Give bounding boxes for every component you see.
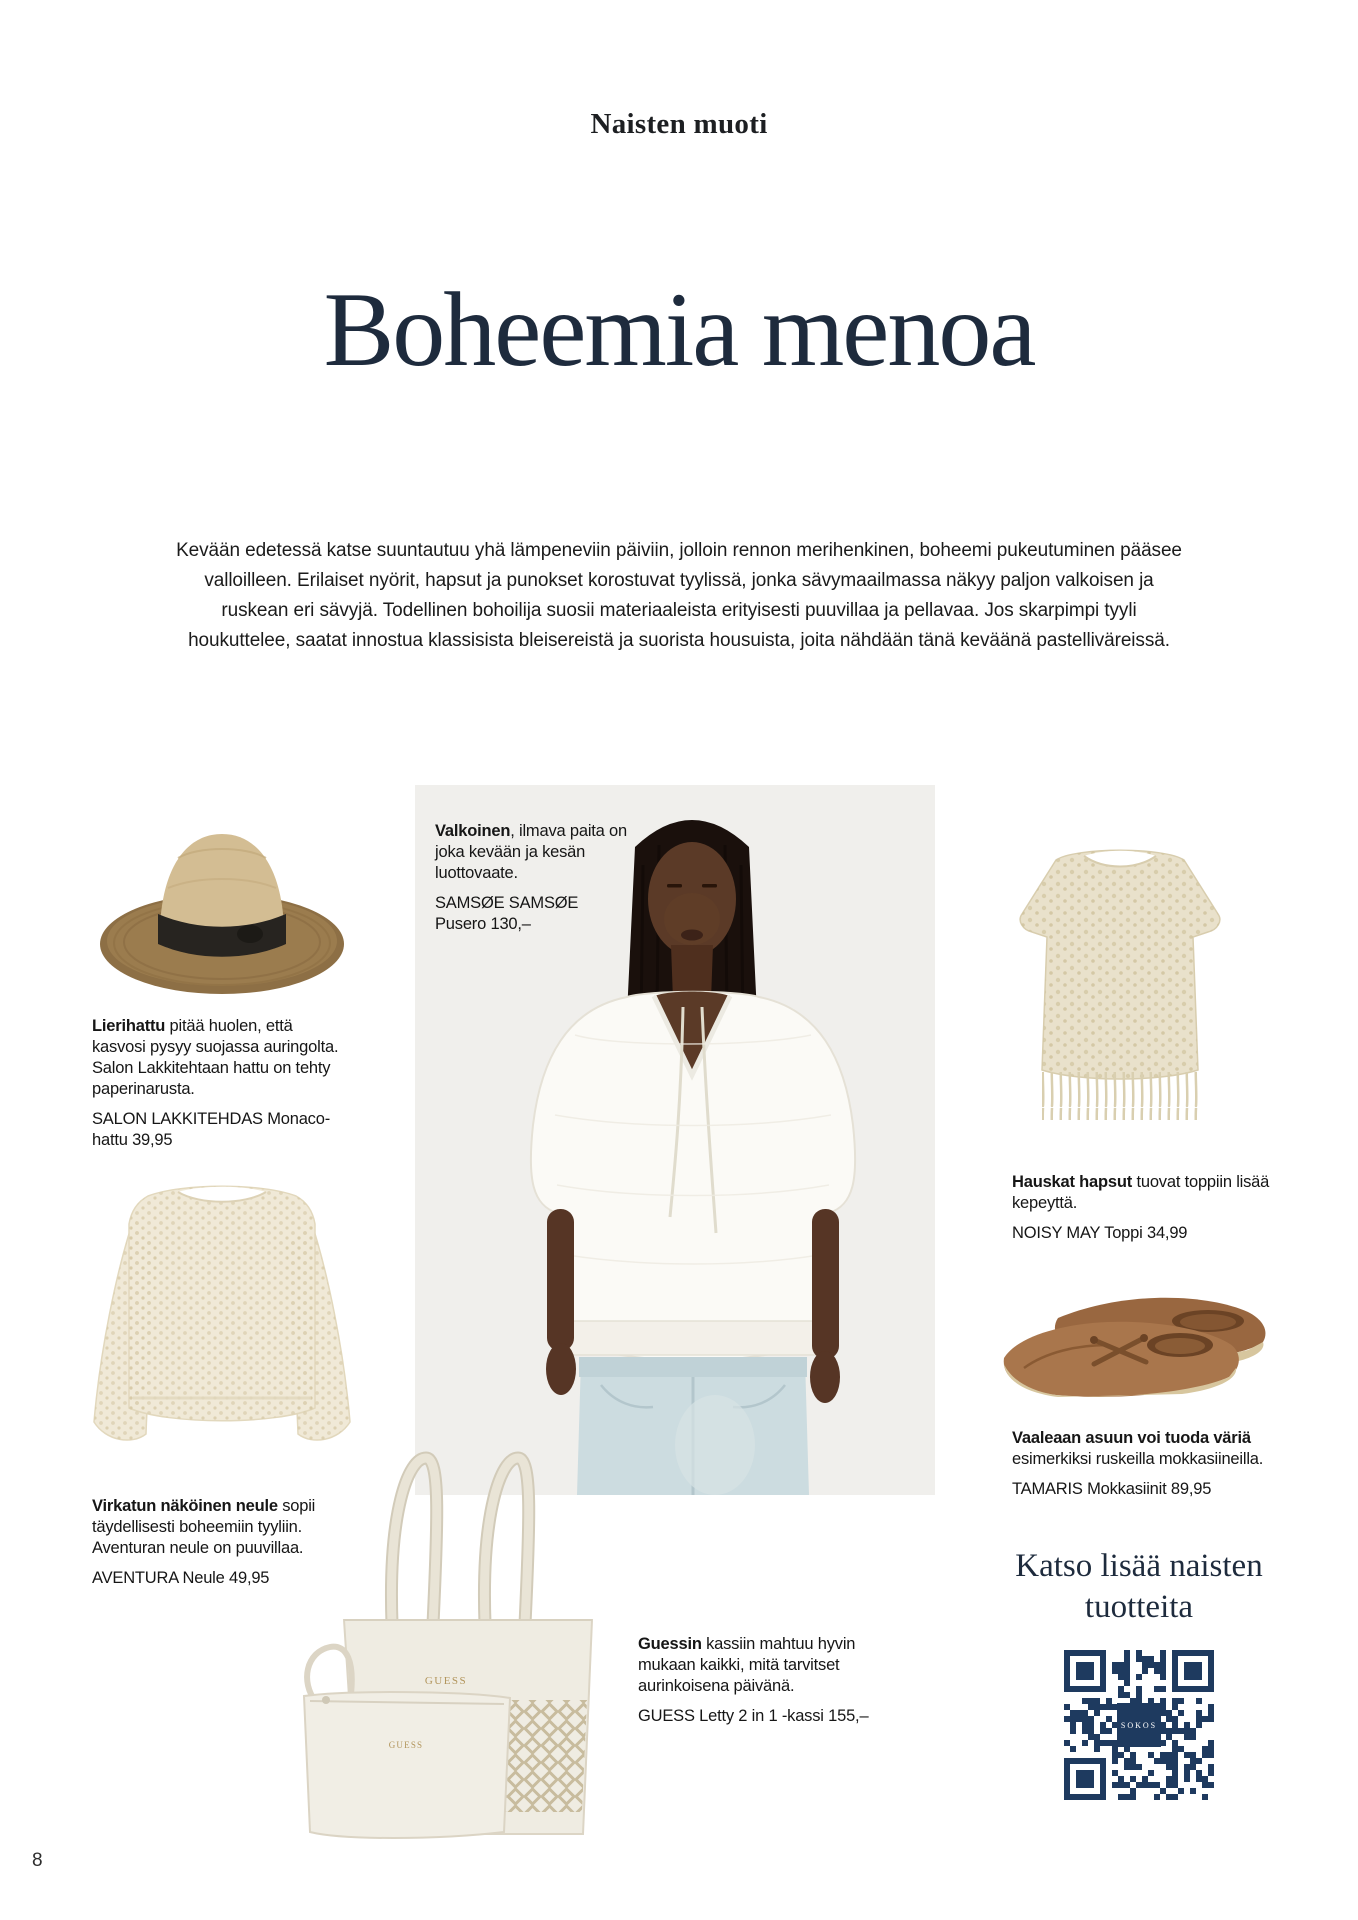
intro-paragraph: Kevään edetessä katse suuntautuu yhä lämpeneviin päiviin, jolloin rennon merihenkinen, boheemi pukeutuminen pääsee valloilleen. Erilaiset nyörit, hapsut ja punokset korostuvat tyylissä, jonka sävymaailmassa näkyy paljon valkoisen ja ruskean eri sävyjä. Todellinen bohoilija suosii materiaaleista erityisesti puuvillaa ja pellavaa. Jos skarpimpi tyyli houkuttelee, saatat innostua klassisista bleisereistä ja suorista housuista, joita nähdään tänä keväänä pastelliväreissä. (176, 540, 1182, 651)
qr-center-logo: SOKOS (1117, 1703, 1161, 1747)
caption-sweater-sku: AVENTURA Neule 49,95 (92, 1569, 270, 1587)
tote-bag-illustration (286, 1448, 608, 1840)
caption-bag-text (638, 1634, 858, 1697)
caption-blouse-rest: , ilmava paita on joka kevään ja kesän luottovaate. (435, 822, 627, 882)
see-more-line2: naisten tuotteita (1084, 1548, 1263, 1625)
caption-bag-sku: GUESS Letty 2 in 1 -kassi 155,– (638, 1707, 869, 1725)
caption-hat-rest: pitää huolen, että kasvosi pysyy suojassa auringolta. Salon Lakkitehtaan hattu on tehty paperinarusta. (92, 1017, 339, 1098)
see-more-line1: Katso lisää (1015, 1548, 1161, 1584)
caption-blouse-text (435, 821, 635, 884)
caption-moccasins-sku: TAMARIS Mokkasiinit 89,95 (1012, 1480, 1212, 1498)
caption-fringe-text (1012, 1172, 1308, 1214)
caption-sweater-rest: sopii täydellisesti boheemiin tyyliin. Aventuran neule on puuvillaa. (92, 1497, 316, 1557)
caption-blouse-sku-brand: SAMSØE SAMSØE (435, 894, 579, 912)
caption-bag (638, 1634, 894, 1727)
caption-fringe-rest: tuovat toppiin lisää kepeyttä. (1012, 1173, 1270, 1212)
tote-bag-image (286, 1448, 608, 1840)
caption-fringe-lead: Hauskat hapsut (1012, 1173, 1133, 1191)
caption-fringe-sku: NOISY MAY Toppi 34,99 (1012, 1224, 1188, 1242)
qr-code (1064, 1650, 1214, 1800)
caption-bag-lead: Guessin (638, 1635, 702, 1653)
caption-moccasins-text (1012, 1428, 1324, 1470)
straw-hat-illustration (98, 818, 346, 996)
moccasins-image (996, 1288, 1274, 1416)
straw-hat-image (98, 818, 346, 996)
caption-blouse (435, 821, 635, 935)
section-kicker: Naisten muoti (590, 108, 768, 140)
caption-blouse-sku-price: Pusero 130,– (435, 915, 531, 933)
page-title: Boheemia menoa (323, 271, 1035, 388)
page-number: 8 (32, 1850, 43, 1871)
knit-sweater-illustration (86, 1160, 358, 1468)
caption-blouse-lead: Valkoinen (435, 822, 511, 840)
see-more-heading (989, 1546, 1289, 1628)
moccasins-illustration (996, 1288, 1274, 1416)
caption-bag-rest: kassiin mahtuu hyvin mukaan kaikki, mitä tarvitset aurinkoisena päivänä. (638, 1635, 856, 1695)
svg-text:GUESS: GUESS (424, 1675, 468, 1687)
caption-moccasins (1012, 1428, 1324, 1500)
caption-hat (92, 1016, 348, 1151)
knit-sweater-image (86, 1160, 358, 1468)
caption-hat-sku: SALON LAKKITEHDAS Monaco-hattu 39,95 (92, 1110, 331, 1149)
caption-blouse-sku (435, 893, 635, 935)
caption-fringe-top (1012, 1172, 1308, 1244)
caption-moccasins-lead: Vaaleaan asuun voi tuoda väriä (1012, 1429, 1251, 1447)
caption-hat-text (92, 1016, 348, 1100)
model-photo (415, 785, 935, 1495)
crochet-top-image (1012, 820, 1228, 1142)
caption-moccasins-rest: esimerkiksi ruskeilla mokkasiineilla. (1012, 1450, 1264, 1468)
crochet-top-illustration (1012, 820, 1228, 1142)
caption-hat-lead: Lierihattu (92, 1017, 166, 1035)
caption-sweater-lead: Virkatun näköinen neule (92, 1497, 278, 1515)
svg-text:GUESS: GUESS (388, 1740, 424, 1750)
